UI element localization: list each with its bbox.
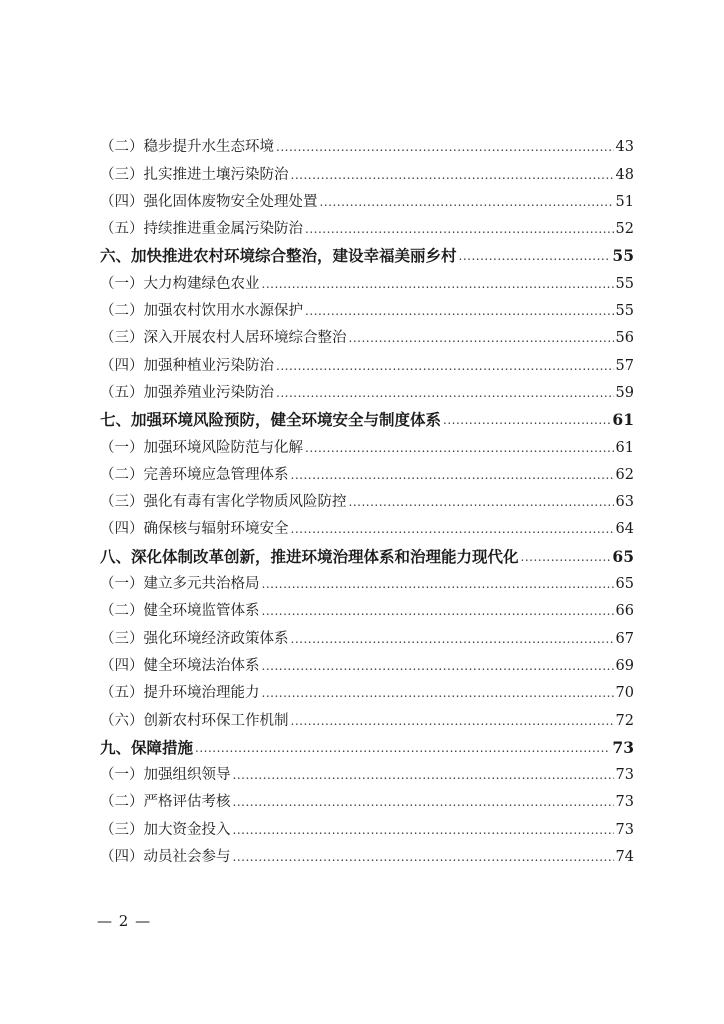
toc-chapter-entry[interactable]: [100, 540, 634, 567]
toc-dot-leader: [305, 437, 614, 459]
toc-chapter-entry[interactable]: [100, 240, 634, 267]
toc-entry-title: （三）强化有毒有害化学物质风险防控: [100, 494, 347, 511]
toc-dot-leader: [305, 300, 614, 322]
toc-section-entry[interactable]: [100, 759, 634, 786]
toc-entry-page-number: 70: [615, 685, 634, 702]
toc-section-entry[interactable]: [100, 704, 634, 731]
toc-entry-title: （四）确保核与辐射环境安全: [100, 521, 289, 538]
toc-entry-title: （三）深入开展农村人居环境综合整治: [100, 330, 347, 347]
toc-section-entry[interactable]: [100, 213, 634, 240]
toc-section-entry[interactable]: [100, 786, 634, 813]
toc-entry-title: （四）加强种植业污染防治: [100, 357, 274, 374]
toc-entry-page-number: 69: [615, 657, 634, 674]
toc-entry-title: （四）健全环境法治体系: [100, 657, 260, 674]
toc-entry-page-number: 73: [615, 821, 634, 838]
toc-section-entry[interactable]: [100, 595, 634, 622]
toc-entry-title: （一）建立多元共治格局: [100, 576, 260, 593]
toc-entry-title: 八、深化体制改革创新，推进环境治理体系和治理能力现代化: [100, 546, 519, 566]
toc-entry-page-number: 43: [615, 139, 634, 156]
toc-dot-leader: [233, 846, 614, 868]
toc-entry-page-number: 62: [615, 466, 634, 483]
toc-entry-title: 九、保障措施: [100, 737, 194, 757]
toc-entry-page-number: 65: [612, 546, 634, 566]
toc-entry-page-number: 66: [615, 603, 634, 620]
toc-entry-title: （二）稳步提升水生态环境: [100, 139, 274, 156]
toc-dot-leader: [233, 819, 614, 841]
toc-dot-leader: [195, 737, 610, 759]
toc-section-entry[interactable]: [100, 486, 634, 513]
toc-dot-leader: [233, 791, 614, 813]
toc-entry-page-number: 61: [615, 439, 634, 456]
toc-entry-page-number: 65: [615, 576, 634, 593]
toc-entry-title: （二）严格评估考核: [100, 794, 231, 811]
toc-dot-leader: [459, 245, 611, 267]
page-number-footer: — 2 —: [97, 912, 152, 930]
toc-dot-leader: [443, 409, 610, 431]
toc-entry-title: 七、加强环境风险预防，健全环境安全与制度体系: [100, 410, 442, 430]
toc-dot-leader: [276, 136, 614, 158]
toc-section-entry[interactable]: [100, 295, 634, 322]
toc-entry-page-number: 74: [615, 849, 634, 866]
toc-dot-leader: [291, 464, 614, 486]
toc-dot-leader: [276, 355, 614, 377]
toc-dot-leader: [349, 327, 614, 349]
toc-section-entry[interactable]: [100, 158, 634, 185]
toc-dot-leader: [262, 273, 614, 295]
toc-section-entry[interactable]: [100, 650, 634, 677]
toc-section-entry[interactable]: [100, 322, 634, 349]
toc-entry-title: （二）健全环境监管体系: [100, 603, 260, 620]
toc-entry-page-number: 55: [612, 246, 634, 266]
toc-entry-page-number: 57: [615, 357, 634, 374]
toc-dot-leader: [291, 628, 614, 650]
toc-dot-leader: [521, 546, 611, 568]
toc-dot-leader: [320, 191, 614, 213]
toc-entry-title: （三）扎实推进土壤污染防治: [100, 166, 289, 183]
toc-section-entry[interactable]: [100, 186, 634, 213]
toc-section-entry[interactable]: [100, 131, 634, 158]
toc-dot-leader: [291, 164, 614, 186]
toc-dot-leader: [291, 518, 614, 540]
table-of-contents: [100, 131, 634, 868]
toc-dot-leader: [262, 682, 614, 704]
toc-section-entry[interactable]: [100, 431, 634, 458]
toc-entry-title: （二）加强农村饮用水水源保护: [100, 303, 303, 320]
toc-section-entry[interactable]: [100, 377, 634, 404]
toc-entry-title: （五）加强养殖业污染防治: [100, 384, 274, 401]
toc-entry-page-number: 72: [615, 712, 634, 729]
toc-entry-page-number: 51: [615, 193, 634, 210]
toc-entry-page-number: 59: [615, 384, 634, 401]
toc-entry-page-number: 48: [615, 166, 634, 183]
toc-section-entry[interactable]: [100, 267, 634, 294]
toc-dot-leader: [349, 491, 614, 513]
toc-dot-leader: [291, 710, 614, 732]
toc-section-entry[interactable]: [100, 841, 634, 868]
toc-entry-page-number: 56: [615, 330, 634, 347]
toc-section-entry[interactable]: [100, 677, 634, 704]
toc-entry-title: （五）提升环境治理能力: [100, 685, 260, 702]
toc-entry-page-number: 55: [615, 303, 634, 320]
toc-entry-page-number: 52: [615, 221, 634, 238]
toc-chapter-entry[interactable]: [100, 404, 634, 431]
toc-section-entry[interactable]: [100, 459, 634, 486]
toc-entry-title: （三）强化环境经济政策体系: [100, 630, 289, 647]
toc-entry-title: 六、加快推进农村环境综合整治，建设幸福美丽乡村: [100, 246, 457, 266]
toc-dot-leader: [262, 573, 614, 595]
toc-section-entry[interactable]: [100, 513, 634, 540]
toc-section-entry[interactable]: [100, 349, 634, 376]
toc-dot-leader: [233, 764, 614, 786]
toc-dot-leader: [262, 600, 614, 622]
toc-entry-title: （一）加强组织领导: [100, 767, 231, 784]
toc-section-entry[interactable]: [100, 568, 634, 595]
toc-entry-page-number: 67: [615, 630, 634, 647]
toc-entry-title: （一）大力构建绿色农业: [100, 275, 260, 292]
toc-dot-leader: [305, 218, 614, 240]
toc-section-entry[interactable]: [100, 813, 634, 840]
toc-entry-page-number: 63: [615, 494, 634, 511]
toc-section-entry[interactable]: [100, 622, 634, 649]
toc-entry-title: （五）持续推进重金属污染防治: [100, 221, 303, 238]
toc-entry-page-number: 61: [612, 410, 634, 430]
toc-entry-page-number: 55: [615, 275, 634, 292]
toc-entry-title: （一）加强环境风险防范与化解: [100, 439, 303, 456]
toc-entry-page-number: 64: [615, 521, 634, 538]
toc-dot-leader: [262, 655, 614, 677]
toc-entry-title: （四）动员社会参与: [100, 849, 231, 866]
toc-entry-title: （四）强化固体废物安全处理处置: [100, 193, 318, 210]
toc-entry-page-number: 73: [615, 767, 634, 784]
toc-entry-page-number: 73: [612, 737, 634, 757]
toc-entry-title: （六）创新农村环保工作机制: [100, 712, 289, 729]
toc-entry-title: （二）完善环境应急管理体系: [100, 466, 289, 483]
toc-dot-leader: [276, 382, 614, 404]
toc-entry-page-number: 73: [615, 794, 634, 811]
toc-entry-title: （三）加大资金投入: [100, 821, 231, 838]
toc-chapter-entry[interactable]: [100, 732, 634, 759]
